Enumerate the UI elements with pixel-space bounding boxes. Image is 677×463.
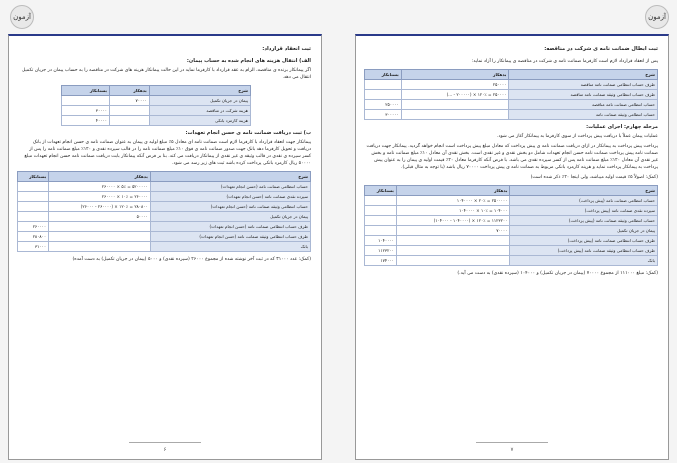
cell-debit: [49, 222, 151, 232]
section-heading: ثبت ابطال ضمانت نامه ی شرکت در مناقصه:: [544, 46, 658, 52]
journal-table: [364, 185, 658, 266]
stage-heading: مرحله چهارم: اجرای عملیات:: [586, 124, 658, 130]
column-header: بستانکار: [62, 86, 110, 96]
cell-debit: ۲۵۰۰۰۰ = ۱۲۰٪ × (۲۰۰۰۰۰ - ...): [401, 90, 509, 100]
table-row: [365, 196, 658, 206]
column-header: شرح: [149, 86, 250, 96]
cell-credit: ۳۰۰۰۰۰: [365, 110, 402, 120]
cell-debit: ۲۶۰۰۰۰ = ۱۰٪ × ۲۶۰۰۰۰: [49, 192, 151, 202]
cell-description: حساب انتظامی ضمانت نامه (حسن انجام تعهدات): [150, 182, 310, 192]
cell-credit: ۲۵۰۰۰۰: [365, 100, 402, 110]
column-header: بستانکار: [365, 70, 402, 80]
cell-description: بانک: [150, 242, 310, 252]
hint: (کمک: اصولاً ۵٪ قیمت اولیه میباشد، ولی اینجا ۲۰٪ ذکر شده است): [530, 175, 658, 180]
column-header: بستانکار: [365, 186, 397, 196]
subsection-heading: الف) انتقال هزینه های انجام شده به حساب پیمان:: [186, 58, 311, 64]
table-header-row: [365, 70, 658, 80]
cell-debit: [401, 110, 509, 120]
table-header-row: [365, 186, 658, 196]
cell-description: طرف حساب انتظامی ضمانت نامه مناقصه: [509, 80, 658, 90]
cell-credit: ۱۱۲۳۲۰۰: [365, 246, 397, 256]
paragraph: پیمانکار جهت انعقاد قرارداد با کارفرما لازم است ضمانت نامه ای معادل ۵٪ مبلغ اولیه ی پیمان به عنوان ضمانت نامه ی حسن انجام تعهدات از بانک دریافت و تحویل کارفرما دهد بانک جهت صدور ضمانت نامه ی فوق ۱۰٪ مبلغ ضمانت نامه را در قالب سپرده نقدی و ۱۲۰٪ مبلغ ضمانت نامه را پس از کسر سپرده ی نقدی در قالب وثیقه ی غیر نقدی از پیمانکار دریافت می کند. بنا بر فرض آنکه پیمانکار بابت دریافت ضمانت نامه حسن انجام تعهدات مبلغ ۵۰۰۰۰ ریال کارمزد بانکی پرداخت کرده باشد ثبت های زیر رسد می شود.: [24, 140, 311, 166]
cell-description: طرف حساب انتظامی وثیقه ضمانت نامه (پیش پرداخت): [510, 246, 658, 256]
cell-credit: ۱۰۴۰۰۰۰: [365, 236, 397, 246]
table-row: [62, 116, 251, 126]
cell-debit: ۵۲۰۰۰۰۰ = ۵٪ × ۲۶۰۰۰۰: [49, 182, 151, 192]
cell-debit: [396, 236, 510, 246]
cell-description: هزینه کارمزد بانکی: [149, 116, 250, 126]
cell-credit: [365, 90, 402, 100]
table-row: [365, 80, 658, 90]
table-row: [18, 222, 311, 232]
column-header: شرح: [509, 70, 658, 80]
paragraph: اگر پیمانکار برنده ی مناقصه، الزام به عقد قرارداد با کارفرما نماید در این حالت پیمانکار هزینه های شرکت در مناقصه را به حساب پیمان در جریان تکمیل انتقال می دهد.: [21, 68, 311, 80]
journal-table: [61, 85, 251, 126]
footer-rule: [476, 442, 548, 443]
cell-description: سپرده نقدی ضمانت نامه (حسن انجام تعهدات): [150, 192, 310, 202]
table-row: [62, 106, 251, 116]
publisher-logo-left: [10, 5, 34, 29]
cell-debit: [396, 256, 510, 266]
column-header: بدهکار: [49, 172, 151, 182]
cell-credit: [365, 216, 397, 226]
journal-table: [364, 69, 658, 120]
table-row: [18, 202, 311, 212]
table-row: [18, 192, 311, 202]
cell-credit: ۲۶۰۰۰۰: [18, 222, 49, 232]
table-header-row: [18, 172, 311, 182]
column-header: بدهکار: [401, 70, 509, 80]
cell-debit: ۲۸۰۸۰۰ = ۱۲۰٪ × (۲۶۰۰۰۰ - ۲۶۰۰۰): [49, 202, 151, 212]
cell-description: هزینه شرکت در مناقصه: [149, 106, 250, 116]
table-header-row: [62, 86, 251, 96]
cell-credit: [365, 80, 402, 90]
cell-debit: ۲۵۰۰۰۰: [401, 80, 509, 90]
cell-description: بانک: [510, 256, 658, 266]
cell-description: حساب انتظامی وثیقه ضمانت نامه (پیش پرداخت): [510, 216, 658, 226]
cell-description: طرف حساب انتظامی وثیقه ضمانت نامه مناقصه: [509, 90, 658, 100]
publisher-logo-right: [645, 5, 669, 29]
section-heading: ثبت انعقاد قرارداد:: [262, 46, 311, 52]
note: (کمک: عدد ۳۱۰۰۰ که در ثبت آخر نوشته شده از مجموع ۲۶۰۰۰ (سپرده نقدی) و ۵۰۰۰ (پیمان در جریان تکمیل) به دست آمده): [72, 257, 311, 262]
cell-credit: ۱۷۴۰۰۰: [365, 256, 397, 266]
logo-text: آزمون: [648, 13, 666, 21]
cell-debit: ۱۰۴۰۰۰ = ۱۰٪ × ۱۰۴۰۰۰۰: [396, 206, 510, 216]
table-row: [365, 90, 658, 100]
cell-debit: [49, 242, 151, 252]
cell-description: حساب انتظامی ضمانت نامه مناقصه: [509, 100, 658, 110]
cell-debit: ۲۵۰۰۰۰۰ = ۲۰٪ × ۱۰۴۰۰۰۰: [396, 196, 510, 206]
cell-debit: ۷۰۰۰۰: [109, 96, 149, 106]
cell-credit: [365, 206, 397, 216]
cell-credit: [365, 226, 397, 236]
table-row: [365, 246, 658, 256]
cell-debit: ۷۰۰۰۰: [396, 226, 510, 236]
cell-credit: ۳۰۰۰۰: [62, 106, 110, 116]
table-row: [18, 182, 311, 192]
cell-description: حساب انتظامی ضمانت نامه (پیش پرداخت): [510, 196, 658, 206]
cell-description: پیمان در جریان تکمیل: [150, 212, 310, 222]
cell-debit: [109, 106, 149, 116]
paragraph: پرداخت پیش پرداخت به پیمانکار در ازای دریافت ضمانت نامه ی پیش پرداخت که معادل مبلغ پیش پرداخت است انجام خواهد گردید. پیمانکار جهت دریافت ضمانت نامه پیش پرداخت ضمانت نامه حسن انجام تعهدات شامل دو بخش نقدی و غیر نقدی است. بخش نقدی آن معادل ۱۰٪ مبلغ ضمانت نامه و بخش غیر نقدی آن معادل ۱۲۰٪ مبلغ ضمانت نامه پس از کسر سپرده نقدی می باشد. با فرض آنکه کارفرما معادل ۲۰٪ قیمت اولیه ی پیمان را به عنوان پیش پرداخت به پیمانکار پرداخت نماید و هزینه کارمزد بانکی مربوط به ضمانت نامه ی پیش پرداخت ۷۰۰۰۰ ریال باشد (با توجه به مثال قبلی).: [366, 144, 658, 170]
cell-description: سپرده نقدی ضمانت نامه (پیش پرداخت): [510, 206, 658, 216]
cell-description: پیمان در جریان تکمیل: [149, 96, 250, 106]
cell-credit: [365, 196, 397, 206]
cell-credit: ۳۱۰۰۰: [18, 242, 49, 252]
cell-debit: ۱۱۲۳۲۰۰ = ۱۲۰٪ × (۱۰۴۰۰۰۰ - ۱۰۴۰۰۰): [396, 216, 510, 226]
cell-description: طرف حساب انتظامی ضمانت نامه (حسن انجام تعهدات): [150, 222, 310, 232]
page-number: ۶: [163, 447, 167, 453]
journal-table: [17, 171, 311, 252]
column-header: شرح: [150, 172, 310, 182]
column-header: بستانکار: [18, 172, 49, 182]
cell-description: پیمان در جریان تکمیل: [510, 226, 658, 236]
cell-debit: [49, 232, 151, 242]
table-row: [365, 226, 658, 236]
table-row: [365, 216, 658, 226]
cell-credit: ۲۸۰۸۰۰: [18, 232, 49, 242]
logo-text: آزمون: [13, 13, 31, 21]
cell-description: طرف حساب انتظامی ضمانت نامه (پیش پرداخت): [510, 236, 658, 246]
cell-credit: ۴۰۰۰۰: [62, 116, 110, 126]
footer-rule: [129, 442, 201, 443]
cell-debit: [396, 246, 510, 256]
cell-credit: [18, 182, 49, 192]
column-header: بدهکار: [396, 186, 510, 196]
cell-description: حساب انتظامی وثیقه ضمانت نامه (حسن انجام تعهدات): [150, 202, 310, 212]
table-row: [365, 206, 658, 216]
table-row: [18, 242, 311, 252]
cell-debit: [401, 100, 509, 110]
subsection-heading: ب) ثبت دریافت ضمانت نامه ی حسن انجام تعهدات:: [185, 130, 311, 136]
table-row: [365, 110, 658, 120]
cell-description: حساب انتظامی وثیقه ضمانت نامه: [509, 110, 658, 120]
table-row: [18, 232, 311, 242]
paragraph: پس از انعقاد قرارداد لازم است کارفرما ضمانت نامه ی شرکت در مناقصه ی پیمانکار را آزاد نماید:: [471, 59, 658, 64]
table-row: [365, 100, 658, 110]
table-row: [365, 256, 658, 266]
cell-credit: [18, 192, 49, 202]
left-page: [8, 34, 322, 460]
table-row: [18, 212, 311, 222]
table-row: [365, 236, 658, 246]
column-header: شرح: [510, 186, 658, 196]
cell-credit: [18, 202, 49, 212]
right-page: [355, 34, 669, 460]
cell-debit: [109, 116, 149, 126]
page-number: ۷: [510, 447, 514, 453]
paragraph: عملیات پیمان عملاً با دریافت پیش پرداخت از سوی کارفرما به پیمانکار آغاز می شود.: [497, 134, 658, 139]
column-header: بدهکار: [109, 86, 149, 96]
note: (کمک: مبلغ ۱۱۱۰۰۰ از مجموع ۷۰۰۰۰ (پیمان در جریان تکمیل) و ۱۰۴۰۰۰ (سپرده نقدی) به دست می آید.): [457, 271, 658, 276]
cell-debit: ۵۰۰۰۰: [49, 212, 151, 222]
table-row: [62, 96, 251, 106]
cell-credit: [18, 212, 49, 222]
cell-description: طرف حساب انتظامی وثیقه ضمانت نامه (حسن انجام تعهدات): [150, 232, 310, 242]
cell-credit: [62, 96, 110, 106]
